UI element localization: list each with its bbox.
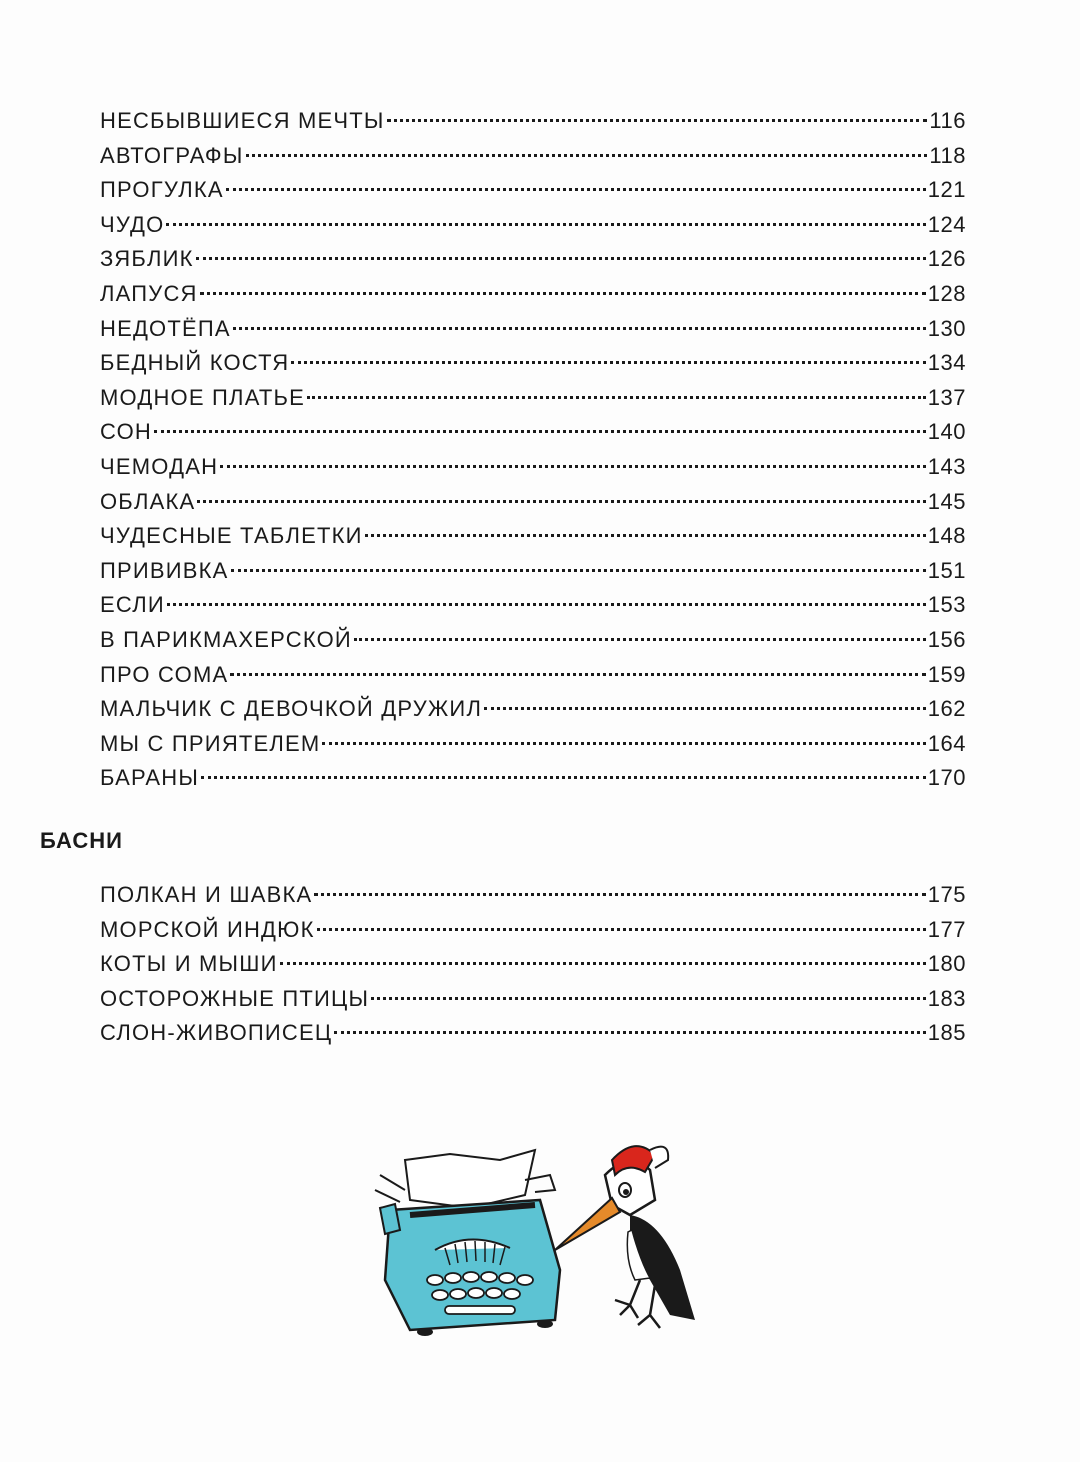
entry-page: 118 [929, 142, 966, 168]
dot-leader [233, 327, 926, 330]
entry-title: ОСТОРОЖНЫЕ ПТИЦЫ [100, 985, 370, 1011]
entry-page: 164 [927, 730, 966, 756]
entry-title: АВТОГРАФЫ [100, 142, 244, 168]
entry-page: 151 [927, 557, 966, 583]
woodpecker-icon [555, 1146, 695, 1328]
entry-title: ЕСЛИ [100, 592, 165, 618]
contents-list-poems [100, 104, 966, 796]
entry-page: 156 [927, 626, 966, 652]
entry-title: ПРОГУЛКА [100, 177, 224, 203]
entry-title: КОТЫ И МЫШИ [100, 951, 278, 977]
toc-entry[interactable] [100, 312, 966, 347]
dot-leader [291, 361, 925, 364]
typewriter-icon [375, 1150, 560, 1336]
entry-title: МАЛЬЧИК С ДЕВОЧКОЙ ДРУЖИЛ [100, 696, 483, 722]
entry-page: 128 [927, 280, 966, 306]
entry-title: СЛОН-ЖИВОПИСЕЦ [100, 1020, 333, 1046]
entry-page: 183 [927, 985, 966, 1011]
entry-page: 134 [927, 350, 966, 376]
entry-page: 140 [927, 419, 966, 445]
typewriter-woodpecker-illustration [350, 1120, 730, 1350]
dot-leader [314, 893, 925, 896]
toc-entry[interactable] [100, 519, 966, 554]
dot-leader [307, 396, 926, 399]
entry-page: 175 [927, 882, 966, 907]
toc-entry[interactable] [100, 173, 966, 208]
dot-leader [196, 257, 926, 260]
dot-leader [246, 154, 928, 157]
dot-leader [154, 430, 926, 433]
dot-leader [280, 962, 926, 965]
dot-leader [230, 673, 925, 676]
entry-title: БАРАНЫ [100, 765, 200, 791]
entry-title: ПОЛКАН И ШАВКА [100, 882, 313, 907]
toc-entry[interactable] [100, 346, 966, 381]
dot-leader [226, 188, 926, 191]
dot-leader [231, 569, 926, 572]
entry-title: ПРО СОМА [100, 661, 229, 687]
contents-list-fables [100, 878, 966, 1051]
entry-page: 159 [927, 661, 966, 687]
entry-page: 130 [927, 315, 966, 341]
toc-entry[interactable] [100, 727, 966, 762]
entry-title: НЕСБЫВШИЕСЯ МЕЧТЫ [100, 108, 385, 133]
dot-leader [365, 534, 926, 537]
dot-leader [197, 500, 925, 503]
dot-leader [354, 638, 926, 641]
entry-page: 121 [927, 177, 966, 203]
toc-entry[interactable] [100, 982, 966, 1017]
dot-leader [371, 997, 926, 1000]
entry-title: БЕДНЫЙ КОСТЯ [100, 350, 290, 376]
entry-title: ЧЕМОДАН [100, 453, 219, 479]
toc-entry[interactable] [100, 450, 966, 485]
toc-entry[interactable] [100, 139, 966, 174]
dot-leader [484, 707, 926, 710]
entry-page: 170 [927, 765, 966, 791]
entry-page: 153 [927, 592, 966, 618]
entry-title: НЕДОТЁПА [100, 315, 231, 341]
section-heading-fables: БАСНИ [40, 828, 123, 853]
entry-page: 124 [927, 211, 966, 237]
toc-entry[interactable] [100, 658, 966, 693]
entry-page: 177 [927, 916, 966, 942]
toc-entry[interactable] [100, 692, 966, 727]
toc-entry[interactable] [100, 761, 966, 796]
toc-entry[interactable] [100, 913, 966, 948]
toc-entry[interactable] [100, 208, 966, 243]
toc-entry[interactable] [100, 277, 966, 312]
entry-title: МЫ С ПРИЯТЕЛЕМ [100, 730, 321, 756]
entry-title: ЛАПУСЯ [100, 280, 198, 306]
dot-leader [317, 928, 926, 931]
dot-leader [220, 465, 926, 468]
entry-title: ЧУДО [100, 211, 165, 237]
entry-title: ЧУДЕСНЫЕ ТАБЛЕТКИ [100, 523, 363, 549]
toc-entry[interactable] [100, 554, 966, 589]
entry-title: МОРСКОЙ ИНДЮК [100, 916, 315, 942]
toc-entry[interactable] [100, 415, 966, 450]
entry-page: 148 [927, 523, 966, 549]
entry-title: ПРИВИВКА [100, 557, 229, 583]
toc-entry[interactable] [100, 381, 966, 416]
entry-page: 185 [927, 1020, 966, 1046]
toc-entry[interactable] [100, 878, 966, 913]
entry-page: 116 [929, 108, 966, 133]
toc-entry[interactable] [100, 947, 966, 982]
dot-leader [201, 776, 926, 779]
entry-title: МОДНОЕ ПЛАТЬЕ [100, 384, 305, 410]
toc-entry[interactable] [100, 1016, 966, 1051]
entry-page: 143 [927, 453, 966, 479]
toc-entry[interactable] [100, 623, 966, 658]
entry-page: 162 [927, 696, 966, 722]
entry-page: 137 [927, 384, 966, 410]
dot-leader [167, 603, 926, 606]
entry-title: ОБЛАКА [100, 488, 196, 514]
entry-page: 145 [927, 488, 966, 514]
entry-page: 180 [927, 951, 966, 977]
dot-leader [334, 1031, 925, 1034]
entry-title: СОН [100, 419, 153, 445]
dot-leader [200, 292, 926, 295]
entry-title: В ПАРИКМАХЕРСКОЙ [100, 626, 352, 652]
entry-page: 126 [927, 246, 966, 272]
dot-leader [166, 223, 925, 226]
toc-entry[interactable] [100, 588, 966, 623]
toc-entry[interactable] [100, 242, 966, 277]
toc-entry[interactable] [100, 104, 966, 139]
dot-leader [387, 119, 928, 122]
entry-title: ЗЯБЛИК [100, 246, 194, 272]
dot-leader [322, 742, 925, 745]
toc-entry[interactable] [100, 485, 966, 520]
